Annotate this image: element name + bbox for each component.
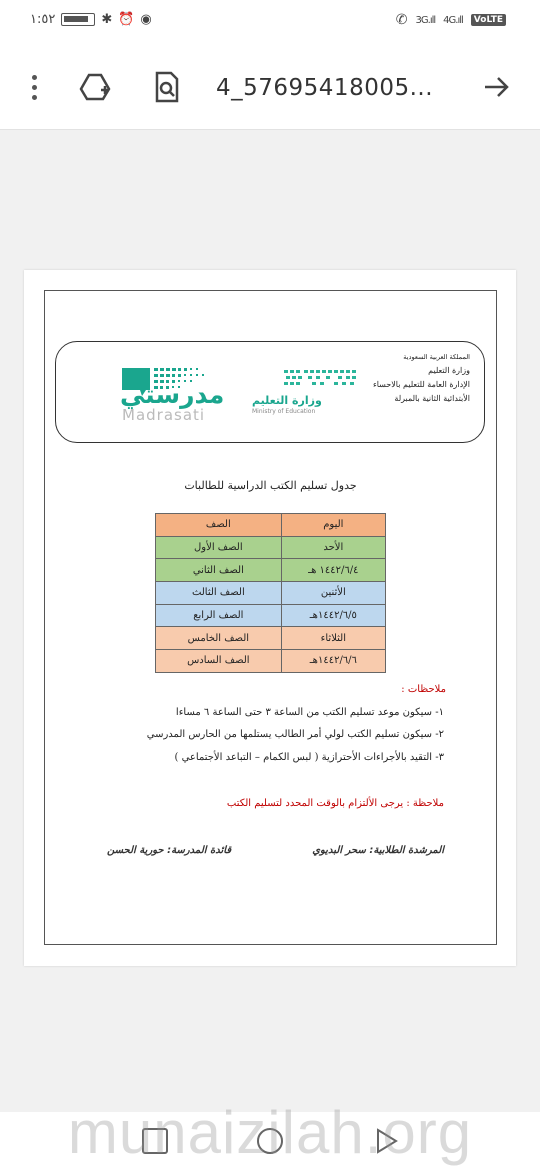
day-cell: الأحد — [281, 536, 385, 559]
clock: ١:٥٢ — [30, 12, 56, 27]
ministry-logo-subtitle: Ministry of Education — [252, 408, 316, 415]
grade-cell: الصف الخامس — [156, 627, 282, 650]
note-item: ١- سيكون موعد تسليم الكتب من الساعة ٣ حتى الساعة ٦ مساءا — [175, 707, 444, 718]
table-row — [156, 559, 386, 582]
google-lens-icon[interactable] — [150, 70, 184, 104]
status-left — [30, 12, 152, 27]
signal-4g-icon: 4G.ıll — [443, 14, 463, 26]
eye-comfort-icon: ◉ — [140, 12, 152, 27]
gov-line: الأبتدائية الثانية بالمبرلة — [394, 394, 470, 403]
whatsapp-icon: ✆ — [395, 12, 408, 28]
add-to-drive-icon[interactable] — [78, 70, 112, 104]
table-row — [156, 650, 386, 673]
grade-cell: الصف الثالث — [156, 582, 282, 605]
alarm-icon: ⏰ — [118, 12, 135, 27]
document-page — [24, 270, 516, 966]
grade-cell: الصف الثاني — [156, 559, 282, 582]
schedule-table — [155, 513, 386, 673]
note-item: ٢- سيكون تسليم الكتب لولي أمر الطالب يستلمها من الحارس المدرسي — [146, 729, 444, 740]
open-arrow-icon[interactable] — [480, 70, 514, 104]
day-cell: الثلاثاء — [281, 627, 385, 650]
gov-line: وزارة التعليم — [428, 366, 470, 375]
madrasati-logo-subtitle: Madrasati — [122, 406, 206, 424]
grade-cell: الصف الرابع — [156, 604, 282, 627]
madrasati-logo-text: مدرستي — [120, 380, 225, 409]
date-cell: ١٤٤٢/٦/٤ هـ — [281, 559, 385, 582]
ministry-logo-text: وزارة التعليم — [252, 394, 322, 407]
note-item: ٣- التقيد بالأجراءات الأحترازية ( لبس الكمام – التباعد الأجتماعي ) — [174, 752, 444, 763]
battery-icon — [61, 13, 95, 26]
counselor-signature: المرشدة الطلابية: سحر البديوي — [312, 845, 444, 856]
date-cell: ١٤٤٢/٦/٥هـ — [281, 604, 385, 627]
grade-cell: الصف السادس — [156, 650, 282, 673]
date-cell: ١٤٤٢/٦/٦هـ — [281, 650, 385, 673]
column-header-day: اليوم — [281, 514, 385, 537]
notes-heading: ملاحظات : — [401, 684, 446, 695]
volte-badge: VoLTE — [471, 14, 506, 26]
document-title: جدول تسليم الكتب الدراسية للطالبات — [184, 479, 357, 492]
status-bar — [0, 0, 540, 42]
table-row — [156, 536, 386, 559]
file-name: 4_57695418005... — [216, 75, 434, 101]
table-row — [156, 582, 386, 605]
signal-3g-icon: 3G.ıll — [415, 14, 436, 26]
table-row — [156, 627, 386, 650]
document-frame — [44, 290, 497, 945]
gov-line: الإدارة العامة للتعليم بالاحساء — [372, 380, 470, 389]
grade-cell: الصف الأول — [156, 536, 282, 559]
government-header-text — [373, 350, 470, 406]
viewer-toolbar — [0, 42, 540, 130]
remark-text: ملاحظة : يرجى الألتزام بالوقت المحدد لتسليم الكتب — [226, 798, 444, 809]
more-options-icon[interactable] — [17, 70, 51, 104]
table-header-row — [156, 514, 386, 537]
bluetooth-icon: ✱ — [101, 12, 113, 27]
gov-line: المملكة العربية السعودية — [403, 353, 470, 361]
column-header-grade: الصف — [156, 514, 282, 537]
table-row — [156, 604, 386, 627]
status-right — [396, 12, 506, 28]
principal-signature: قائدة المدرسة: حورية الحسن — [107, 845, 232, 856]
watermark-text: munaizilah.org — [67, 1099, 473, 1166]
day-cell: الأثنين — [281, 582, 385, 605]
letterhead — [55, 341, 485, 443]
